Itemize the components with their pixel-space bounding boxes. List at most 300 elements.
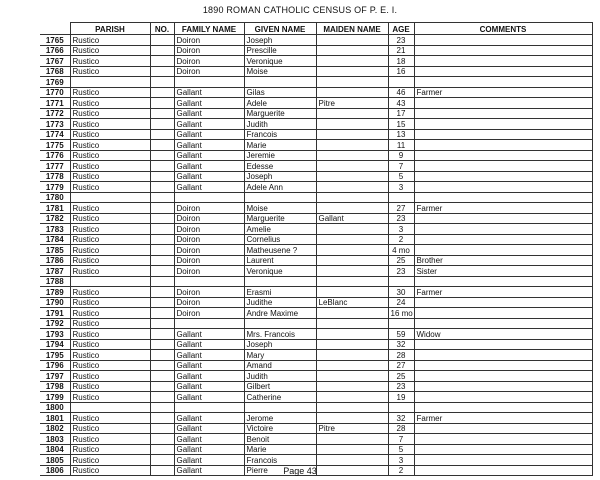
no-cell xyxy=(150,423,174,434)
parish-cell xyxy=(70,77,150,88)
age-cell: 3 xyxy=(388,224,414,235)
maiden-name-cell xyxy=(316,413,388,424)
census-table-body xyxy=(40,35,592,476)
parish-cell: Rustico xyxy=(70,339,150,350)
family-name-cell: Doiron xyxy=(174,224,244,235)
no-cell xyxy=(150,129,174,140)
family-name-cell: Gallant xyxy=(174,171,244,182)
parish-cell: Rustico xyxy=(70,87,150,98)
parish-cell: Rustico xyxy=(70,140,150,151)
given-name-cell: Andre Maxime xyxy=(244,308,316,319)
row-number: 1775 xyxy=(40,140,70,151)
comments-cell xyxy=(414,234,592,245)
comments-cell xyxy=(414,171,592,182)
parish-cell: Rustico xyxy=(70,308,150,319)
given-name-cell: Gilas xyxy=(244,87,316,98)
age-cell: 25 xyxy=(388,255,414,266)
table-row xyxy=(40,360,592,371)
given-name-cell: Victoire xyxy=(244,423,316,434)
no-cell xyxy=(150,87,174,98)
family-name-cell: Gallant xyxy=(174,444,244,455)
no-cell xyxy=(150,339,174,350)
maiden-name-cell xyxy=(316,266,388,277)
age-cell xyxy=(388,276,414,287)
row-number: 1773 xyxy=(40,119,70,130)
no-cell xyxy=(150,444,174,455)
given-name-cell: Prescille xyxy=(244,45,316,56)
column-header-maiden-name: MAIDEN NAME xyxy=(316,23,388,35)
parish-cell: Rustico xyxy=(70,392,150,403)
maiden-name-cell xyxy=(316,308,388,319)
row-number: 1794 xyxy=(40,339,70,350)
parish-cell: Rustico xyxy=(70,150,150,161)
given-name-cell: Cornelius xyxy=(244,234,316,245)
table-row xyxy=(40,329,592,340)
table-row xyxy=(40,108,592,119)
no-cell xyxy=(150,287,174,298)
no-cell xyxy=(150,234,174,245)
maiden-name-cell xyxy=(316,350,388,361)
no-cell xyxy=(150,371,174,382)
parish-cell: Rustico xyxy=(70,182,150,193)
no-cell xyxy=(150,360,174,371)
row-number: 1781 xyxy=(40,203,70,214)
age-cell: 27 xyxy=(388,203,414,214)
family-name-cell: Gallant xyxy=(174,455,244,466)
parish-cell: Rustico xyxy=(70,465,150,476)
comments-cell xyxy=(414,360,592,371)
age-cell: 7 xyxy=(388,434,414,445)
given-name-cell: Moise xyxy=(244,203,316,214)
age-cell: 46 xyxy=(388,87,414,98)
age-cell: 28 xyxy=(388,350,414,361)
table-row xyxy=(40,297,592,308)
table-row xyxy=(40,339,592,350)
column-header-given-name: GIVEN NAME xyxy=(244,23,316,35)
no-cell xyxy=(150,255,174,266)
parish-cell: Rustico xyxy=(70,434,150,445)
age-cell xyxy=(388,192,414,203)
comments-cell xyxy=(414,150,592,161)
row-number: 1805 xyxy=(40,455,70,466)
maiden-name-cell xyxy=(316,455,388,466)
column-header-no: NO. xyxy=(150,23,174,35)
no-cell xyxy=(150,245,174,256)
parish-cell: Rustico xyxy=(70,423,150,434)
comments-cell xyxy=(414,213,592,224)
family-name-cell: Doiron xyxy=(174,297,244,308)
family-name-cell: Gallant xyxy=(174,150,244,161)
age-cell: 30 xyxy=(388,287,414,298)
maiden-name-cell xyxy=(316,129,388,140)
age-cell: 32 xyxy=(388,339,414,350)
given-name-cell xyxy=(244,77,316,88)
no-cell xyxy=(150,266,174,277)
table-row xyxy=(40,350,592,361)
comments-cell xyxy=(414,371,592,382)
no-cell xyxy=(150,308,174,319)
table-row xyxy=(40,66,592,77)
parish-cell: Rustico xyxy=(70,360,150,371)
age-cell: 9 xyxy=(388,150,414,161)
parish-cell: Rustico xyxy=(70,455,150,466)
maiden-name-cell: Pitre xyxy=(316,423,388,434)
table-row xyxy=(40,392,592,403)
column-header-age: AGE xyxy=(388,23,414,35)
maiden-name-cell xyxy=(316,318,388,329)
row-number: 1797 xyxy=(40,371,70,382)
row-number: 1803 xyxy=(40,434,70,445)
age-cell: 15 xyxy=(388,119,414,130)
maiden-name-cell xyxy=(316,402,388,413)
table-row xyxy=(40,35,592,46)
maiden-name-cell xyxy=(316,161,388,172)
age-cell: 3 xyxy=(388,182,414,193)
comments-cell: Farmer xyxy=(414,87,592,98)
age-cell: 11 xyxy=(388,140,414,151)
column-header-family-name: FAMILY NAME xyxy=(174,23,244,35)
table-row xyxy=(40,45,592,56)
comments-cell xyxy=(414,98,592,109)
family-name-cell: Doiron xyxy=(174,308,244,319)
maiden-name-cell xyxy=(316,140,388,151)
comments-cell xyxy=(414,182,592,193)
maiden-name-cell xyxy=(316,329,388,340)
family-name-cell: Gallant xyxy=(174,381,244,392)
comments-cell xyxy=(414,45,592,56)
row-number: 1765 xyxy=(40,35,70,46)
no-cell xyxy=(150,350,174,361)
given-name-cell xyxy=(244,402,316,413)
row-number: 1784 xyxy=(40,234,70,245)
comments-cell xyxy=(414,318,592,329)
table-row xyxy=(40,213,592,224)
table-row xyxy=(40,318,592,329)
age-cell: 19 xyxy=(388,392,414,403)
maiden-name-cell xyxy=(316,150,388,161)
family-name-cell xyxy=(174,192,244,203)
maiden-name-cell: LeBlanc xyxy=(316,297,388,308)
no-cell xyxy=(150,402,174,413)
row-number: 1774 xyxy=(40,129,70,140)
table-row xyxy=(40,413,592,424)
table-row xyxy=(40,171,592,182)
no-cell xyxy=(150,108,174,119)
age-cell: 2 xyxy=(388,234,414,245)
comments-cell: Brother xyxy=(414,255,592,266)
no-cell xyxy=(150,213,174,224)
family-name-cell: Doiron xyxy=(174,56,244,67)
comments-cell xyxy=(414,224,592,235)
parish-cell: Rustico xyxy=(70,381,150,392)
age-cell: 27 xyxy=(388,360,414,371)
age-cell: 16 xyxy=(388,66,414,77)
row-number: 1792 xyxy=(40,318,70,329)
maiden-name-cell xyxy=(316,434,388,445)
family-name-cell: Gallant xyxy=(174,413,244,424)
age-cell: 25 xyxy=(388,371,414,382)
family-name-cell: Gallant xyxy=(174,98,244,109)
given-name-cell: Edesse xyxy=(244,161,316,172)
family-name-cell: Gallant xyxy=(174,360,244,371)
family-name-cell: Gallant xyxy=(174,434,244,445)
age-cell xyxy=(388,318,414,329)
family-name-cell: Gallant xyxy=(174,329,244,340)
maiden-name-cell xyxy=(316,56,388,67)
family-name-cell: Gallant xyxy=(174,129,244,140)
parish-cell xyxy=(70,192,150,203)
age-cell: 13 xyxy=(388,129,414,140)
table-row xyxy=(40,266,592,277)
no-cell xyxy=(150,413,174,424)
maiden-name-cell xyxy=(316,224,388,235)
row-number: 1787 xyxy=(40,266,70,277)
given-name-cell: Veronique xyxy=(244,56,316,67)
table-row xyxy=(40,234,592,245)
no-cell xyxy=(150,318,174,329)
row-number: 1793 xyxy=(40,329,70,340)
family-name-cell xyxy=(174,77,244,88)
maiden-name-cell: Gallant xyxy=(316,213,388,224)
age-cell: 17 xyxy=(388,108,414,119)
table-row xyxy=(40,276,592,287)
age-cell: 23 xyxy=(388,35,414,46)
given-name-cell: Mary xyxy=(244,350,316,361)
row-number: 1791 xyxy=(40,308,70,319)
given-name-cell: Francois xyxy=(244,455,316,466)
age-cell: 5 xyxy=(388,444,414,455)
family-name-cell: Doiron xyxy=(174,234,244,245)
family-name-cell: Doiron xyxy=(174,255,244,266)
given-name-cell: Moise xyxy=(244,66,316,77)
parish-cell: Rustico xyxy=(70,66,150,77)
parish-cell: Rustico xyxy=(70,203,150,214)
no-cell xyxy=(150,150,174,161)
given-name-cell: Marguerite xyxy=(244,213,316,224)
maiden-name-cell xyxy=(316,381,388,392)
given-name-cell: Erasmi xyxy=(244,287,316,298)
given-name-cell: Judith xyxy=(244,371,316,382)
no-cell xyxy=(150,98,174,109)
table-row xyxy=(40,371,592,382)
age-cell: 28 xyxy=(388,423,414,434)
row-number: 1796 xyxy=(40,360,70,371)
census-table xyxy=(40,22,593,476)
given-name-cell: Gilbert xyxy=(244,381,316,392)
table-row xyxy=(40,444,592,455)
no-cell xyxy=(150,119,174,130)
comments-cell xyxy=(414,140,592,151)
family-name-cell xyxy=(174,276,244,287)
maiden-name-cell xyxy=(316,87,388,98)
given-name-cell xyxy=(244,276,316,287)
comments-cell xyxy=(414,56,592,67)
family-name-cell: Gallant xyxy=(174,392,244,403)
page-number: Page 43 xyxy=(283,466,317,476)
family-name-cell: Gallant xyxy=(174,465,244,476)
parish-cell: Rustico xyxy=(70,129,150,140)
family-name-cell: Doiron xyxy=(174,35,244,46)
family-name-cell xyxy=(174,318,244,329)
table-row xyxy=(40,255,592,266)
maiden-name-cell xyxy=(316,287,388,298)
row-number: 1798 xyxy=(40,381,70,392)
comments-cell xyxy=(414,402,592,413)
row-number: 1800 xyxy=(40,402,70,413)
comments-cell xyxy=(414,308,592,319)
row-number: 1770 xyxy=(40,87,70,98)
row-number: 1782 xyxy=(40,213,70,224)
family-name-cell: Doiron xyxy=(174,287,244,298)
maiden-name-cell xyxy=(316,203,388,214)
parish-cell: Rustico xyxy=(70,213,150,224)
age-cell: 32 xyxy=(388,413,414,424)
parish-cell: Rustico xyxy=(70,56,150,67)
parish-cell: Rustico xyxy=(70,350,150,361)
family-name-cell: Doiron xyxy=(174,213,244,224)
maiden-name-cell xyxy=(316,339,388,350)
table-row xyxy=(40,192,592,203)
parish-cell: Rustico xyxy=(70,318,150,329)
no-cell xyxy=(150,171,174,182)
parish-cell: Rustico xyxy=(70,224,150,235)
no-cell xyxy=(150,182,174,193)
row-number: 1799 xyxy=(40,392,70,403)
row-number: 1783 xyxy=(40,224,70,235)
parish-cell: Rustico xyxy=(70,245,150,256)
table-row xyxy=(40,455,592,466)
age-cell: 23 xyxy=(388,381,414,392)
parish-cell: Rustico xyxy=(70,287,150,298)
age-cell: 43 xyxy=(388,98,414,109)
comments-cell: Farmer xyxy=(414,203,592,214)
family-name-cell: Doiron xyxy=(174,45,244,56)
given-name-cell xyxy=(244,318,316,329)
row-number: 1779 xyxy=(40,182,70,193)
no-cell xyxy=(150,45,174,56)
row-number: 1801 xyxy=(40,413,70,424)
table-row xyxy=(40,140,592,151)
column-header-parish: PARISH xyxy=(70,23,150,35)
row-number: 1766 xyxy=(40,45,70,56)
comments-cell xyxy=(414,423,592,434)
maiden-name-cell xyxy=(316,360,388,371)
comments-cell xyxy=(414,129,592,140)
age-cell: 2 xyxy=(388,465,414,476)
no-cell xyxy=(150,203,174,214)
family-name-cell: Doiron xyxy=(174,266,244,277)
maiden-name-cell xyxy=(316,444,388,455)
row-number: 1788 xyxy=(40,276,70,287)
family-name-cell: Gallant xyxy=(174,423,244,434)
comments-cell xyxy=(414,455,592,466)
given-name-cell: Laurent xyxy=(244,255,316,266)
maiden-name-cell xyxy=(316,255,388,266)
comments-cell xyxy=(414,381,592,392)
no-cell xyxy=(150,276,174,287)
row-number: 1772 xyxy=(40,108,70,119)
table-row xyxy=(40,182,592,193)
family-name-cell: Gallant xyxy=(174,350,244,361)
family-name-cell: Gallant xyxy=(174,87,244,98)
given-name-cell: Amand xyxy=(244,360,316,371)
given-name-cell: Marie xyxy=(244,140,316,151)
age-cell: 18 xyxy=(388,56,414,67)
row-number: 1767 xyxy=(40,56,70,67)
age-cell: 24 xyxy=(388,297,414,308)
comments-cell: Sister xyxy=(414,266,592,277)
comments-cell xyxy=(414,192,592,203)
family-name-cell: Gallant xyxy=(174,371,244,382)
parish-cell: Rustico xyxy=(70,255,150,266)
comments-cell xyxy=(414,35,592,46)
maiden-name-cell xyxy=(316,234,388,245)
comments-cell xyxy=(414,297,592,308)
column-header-comments: COMMENTS xyxy=(414,23,592,35)
parish-cell: Rustico xyxy=(70,371,150,382)
comments-cell: Farmer xyxy=(414,287,592,298)
maiden-name-cell xyxy=(316,45,388,56)
age-cell xyxy=(388,77,414,88)
table-row xyxy=(40,402,592,413)
parish-cell: Rustico xyxy=(70,161,150,172)
no-cell xyxy=(150,161,174,172)
page-title: 1890 ROMAN CATHOLIC CENSUS OF P. E. I. xyxy=(202,5,398,15)
no-cell xyxy=(150,392,174,403)
family-name-cell: Gallant xyxy=(174,182,244,193)
row-number: 1795 xyxy=(40,350,70,361)
age-cell: 3 xyxy=(388,455,414,466)
parish-cell: Rustico xyxy=(70,98,150,109)
given-name-cell: Joseph xyxy=(244,171,316,182)
no-cell xyxy=(150,56,174,67)
comments-cell xyxy=(414,444,592,455)
no-cell xyxy=(150,140,174,151)
family-name-cell: Gallant xyxy=(174,140,244,151)
no-cell xyxy=(150,455,174,466)
given-name-cell xyxy=(244,192,316,203)
given-name-cell: Joseph xyxy=(244,35,316,46)
given-name-cell: Pierre xyxy=(244,465,316,476)
table-row xyxy=(40,129,592,140)
table-row xyxy=(40,308,592,319)
no-cell xyxy=(150,297,174,308)
table-row xyxy=(40,119,592,130)
maiden-name-cell xyxy=(316,77,388,88)
family-name-cell xyxy=(174,402,244,413)
maiden-name-cell xyxy=(316,171,388,182)
comments-cell xyxy=(414,66,592,77)
row-number: 1786 xyxy=(40,255,70,266)
maiden-name-cell xyxy=(316,192,388,203)
table-row xyxy=(40,423,592,434)
given-name-cell: Joseph xyxy=(244,339,316,350)
row-number: 1804 xyxy=(40,444,70,455)
table-row xyxy=(40,87,592,98)
maiden-name-cell xyxy=(316,182,388,193)
given-name-cell: Adele Ann xyxy=(244,182,316,193)
table-row xyxy=(40,434,592,445)
given-name-cell: Judith xyxy=(244,119,316,130)
parish-cell: Rustico xyxy=(70,329,150,340)
no-cell xyxy=(150,224,174,235)
age-cell: 23 xyxy=(388,213,414,224)
maiden-name-cell xyxy=(316,35,388,46)
table-row xyxy=(40,287,592,298)
row-number: 1777 xyxy=(40,161,70,172)
age-cell: 7 xyxy=(388,161,414,172)
comments-cell xyxy=(414,434,592,445)
